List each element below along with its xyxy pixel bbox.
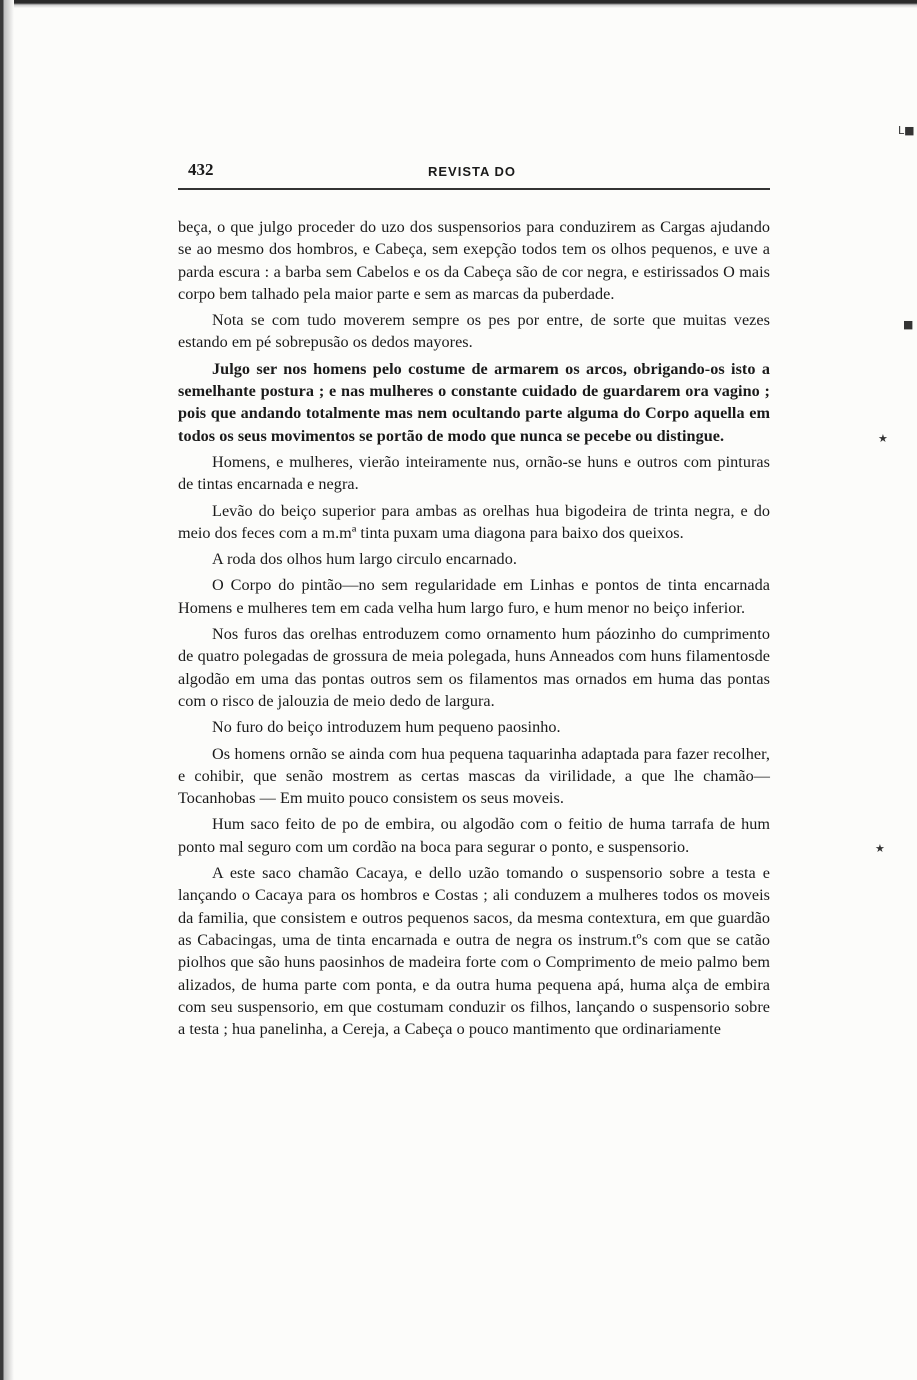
header-rule bbox=[178, 188, 770, 190]
paragraph: beça, o que julgo proceder do uzo dos suspensorios para conduzirem as Cargas ajudando se ao mesmo dos hombros, e Cabeça, sem exepção todos tem os olhos pequenos, e uve a parda escura : a barba sem Cabelos e os da Cabeça são de cor negra, e estirissados O mais corpo bem talhado pela maior parte e sem as marcas da puberdade. bbox=[178, 218, 770, 303]
running-header bbox=[178, 160, 770, 182]
margin-mark: ★ bbox=[878, 432, 888, 445]
scan-top-edge bbox=[0, 0, 917, 8]
paragraph: Os homens ornão se ainda com hua pequena taquarinha adaptada para fazer recolher, e cohibir, que senão mostrem as certas mascas da virilidade, a que lhe chamão—Tocanhobas — Em muito pouco consistem os seus moveis. bbox=[178, 744, 770, 808]
margin-mark: ■ bbox=[903, 318, 914, 331]
scan-left-edge bbox=[0, 0, 14, 1380]
paragraph: A roda dos olhos hum largo circulo encarnado. bbox=[212, 550, 517, 569]
paragraph: Homens, e mulheres, vierão inteiramente nus, ornão-se huns e outros com pinturas de tintas encarnada e negra. bbox=[178, 452, 770, 494]
paragraph: No furo do beiço introduzem hum pequeno paosinho. bbox=[212, 718, 561, 737]
paragraph: Hum saco feito de po de embira, ou algodão com o feitio de huma tarrafa de hum ponto mal seguro com um cordão na boca para segurar o ponto, e suspensorio. bbox=[178, 815, 770, 856]
running-title: REVISTA DO bbox=[428, 164, 517, 179]
margin-mark: L■ bbox=[898, 124, 915, 137]
paragraph: O Corpo do pintão—no sem regularidade em Linhas e pontos de tinta encarnada Homens e mulheres tem em cada velha hum largo furo, e hum menor no beiço inferior. bbox=[178, 576, 770, 617]
page-number: 432 bbox=[188, 160, 214, 179]
body-text bbox=[178, 216, 770, 1040]
paragraph: Nota se com tudo moverem sempre os pes por entre, de sorte que muitas vezes estando em pé sobrepusão os dedos mayores. bbox=[178, 311, 770, 352]
paragraph: A este saco chamão Cacaya, e dello uzão tomando o suspensorio sobre a testa e lançando o Cacaya para os hombros e Costas ; ali conduzem a mulheres todos os moveis da familia, que consistem e outros pequenos sacos, da mesma contextura, em que guardão as Cabacingas, uma de tinta encarnada e outra de negra os instrum.tºs com que se catão piolhos que são huns paosinhos de madeira forte com o Comprimento de meio palmo bem alizados, de huma parte com ponta, e da outra huma pequena apá, huma alça de embira com seu suspensorio, em que costumam conduzir os filhos, lançando o suspensorio sobre a testa ; hua panelinha, a Cereja, a Cabeça o pouco mantimento que ordinariamente bbox=[178, 864, 770, 1039]
margin-mark: ★ bbox=[875, 842, 885, 855]
document-page bbox=[178, 160, 770, 1044]
paragraph: Levão do beiço superior para ambas as orelhas hua bigodeira de trinta negra, e do meio dos feces com a m.mª tinta puxam uma diagona para baixo dos queixos. bbox=[178, 501, 770, 542]
paragraph: Nos furos das orelhas entroduzem como ornamento hum páozinho do cumprimento de quatro polegadas de grossura de meia polegada, huns Anneados com huns filamentosde algodão em uma das pontas outros sem os filamentos mas ornados em huma das pontas com o risco de jalouzia de meio dedo de largura. bbox=[178, 625, 770, 710]
paragraph: Julgo ser nos homens pelo costume de armarem os arcos, obrigando-os isto a semelhante postura ; e nas mulheres o constante cuidado de guardarem ora vagino ; pois que andando totalmente mas nem ocultando parte alguma do Corpo aquella em todos os seus movimentos se portão de modo que nunca se pecebe ou distingue. bbox=[178, 359, 770, 445]
